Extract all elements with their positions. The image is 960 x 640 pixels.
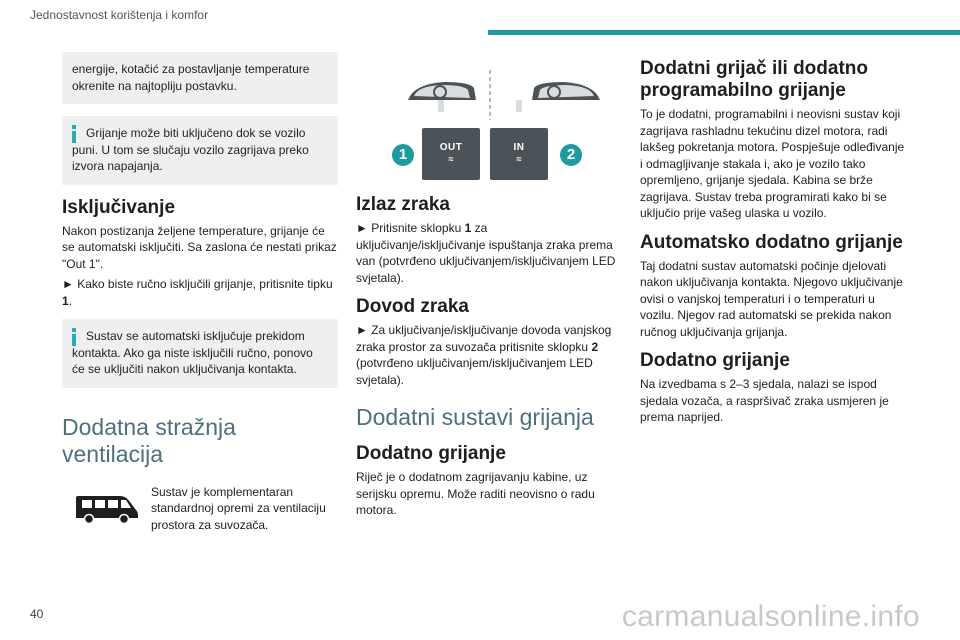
van-info-row (62, 484, 338, 544)
van-text: Sustav je komplementaran standardnoj opremi za ventilaciju prostora za suvozača. (151, 484, 326, 532)
info-text-rest: puni. U tom se slučaju vozilo zagrijava preko izvora napajanja. (72, 142, 309, 173)
section-instruction: ► Kako biste ručno isključili grijanje, pritisnite tipku 1. (62, 277, 333, 308)
chapter-title-grijanje: Dodatni sustavi grijanja (356, 404, 594, 430)
header-accent-bar (488, 30, 960, 35)
section-title-iskljucivanje: Isključivanje (62, 196, 176, 218)
izlaz-paragraph: ► Pritisnite sklopku 1 za uključivanje/isključivanje ispuštanja zraka prema van (potvrđeno uključivanjem/isključivanjem LED svjetala). (356, 221, 616, 285)
chapter-title-ventilacija: Dodatna stražnja ventilacija (62, 413, 236, 467)
info-box-auto-off (62, 319, 338, 388)
air-out-button[interactable]: OUT ≈ (422, 128, 480, 180)
airflow-icon: ≈ (448, 154, 454, 164)
section-title-dodatno-grijanje-2: Dodatno grijanje (640, 350, 790, 371)
air-switch-figure (356, 52, 618, 182)
watermark-text: carmanualsonline.info (621, 600, 920, 633)
intro-text: energije, kotačić za postavljanje temperature okrenite na najtopliju postavku. (72, 62, 310, 93)
section-title-dodatni-grijac: Dodatni grijač ili dodatno programabilno grijanje (640, 58, 868, 101)
info-text-rest: kontakta. Ako ga niste isključili ručno, ponovo će se uključiti nakon uključivanja kontakta. (72, 345, 313, 376)
section-paragraph: Nakon postizanja željene temperature, grijanje će se automatski isključiti. Sa zaslona će nestati prikaz "Out 1". (62, 223, 337, 271)
dovod-paragraph: ► Za uključivanje/isključivanje dovoda vanjskog zraka prostor za suvozača pritisnite sklopku 2 (potvrđeno uključivanjem/isključivanjem LED svjetala). (356, 323, 612, 387)
info-icon (72, 328, 76, 346)
column-middle (356, 52, 618, 523)
column-right (640, 58, 910, 430)
section-title-izlaz: Izlaz zraka (356, 194, 450, 215)
section-title-automatsko: Automatsko dodatno grijanje (640, 231, 903, 253)
callout-badge-2: 2 (560, 144, 582, 166)
section-title-dodatno-grijanje: Dodatno grijanje (356, 443, 506, 464)
callout-badge-1: 1 (392, 144, 414, 166)
airflow-icon: ≈ (516, 154, 522, 164)
dodatno-grijanje-paragraph: Na izvedbama s 2–3 sjedala, nalazi se ispod sjedala vozača, a raspršivač zraka usmjeren je prema naprijed. (640, 377, 889, 424)
info-text-line1: Grijanje može biti uključeno dok se vozilo (86, 126, 306, 140)
dodatni-grijac-paragraph: To je dodatni, programabilni i neovisni sustav koji zagrijava rashladnu tekućinu dizel motora, radi lakšeg pokretanja motora. Pospješuje odleđivanje i odmagljivanje stakala i, ako je vozilo tako opremljeno, grijanje sjedala. Kabina se brže zagrijava. Sustav treba programirati kako bi se uključio prije vašeg ulaska u vozilo. (640, 107, 905, 220)
info-text-line1: Sustav se automatski isključuje prekidom (86, 329, 305, 343)
air-in-button[interactable]: IN ≈ (490, 128, 548, 180)
van-top-view-icon (404, 70, 604, 120)
section-title-dovod: Dovod zraka (356, 296, 469, 317)
running-header: Jednostavnost korištenja i komfor (30, 8, 209, 22)
page-number: 40 (30, 607, 44, 621)
grijanje-paragraph: Riječ je o dodatnom zagrijavanju kabine, uz serijsku opremu. Može raditi neovisno o radu motora. (356, 470, 595, 517)
van-icon (74, 490, 140, 524)
automatsko-paragraph: Taj dodatni sustav automatski počinje djelovati nakon uključivanja kontakta. Njegovo uključivanje ovisi o vanjskoj temperaturi i o temperaturi u vozilu. Njegov rad automatski se prekida nakon ručnog uključivanja grijanja. (640, 258, 903, 339)
info-box-charging (62, 116, 338, 185)
intro-note (62, 52, 338, 104)
column-left (62, 52, 338, 544)
info-icon (72, 125, 76, 143)
